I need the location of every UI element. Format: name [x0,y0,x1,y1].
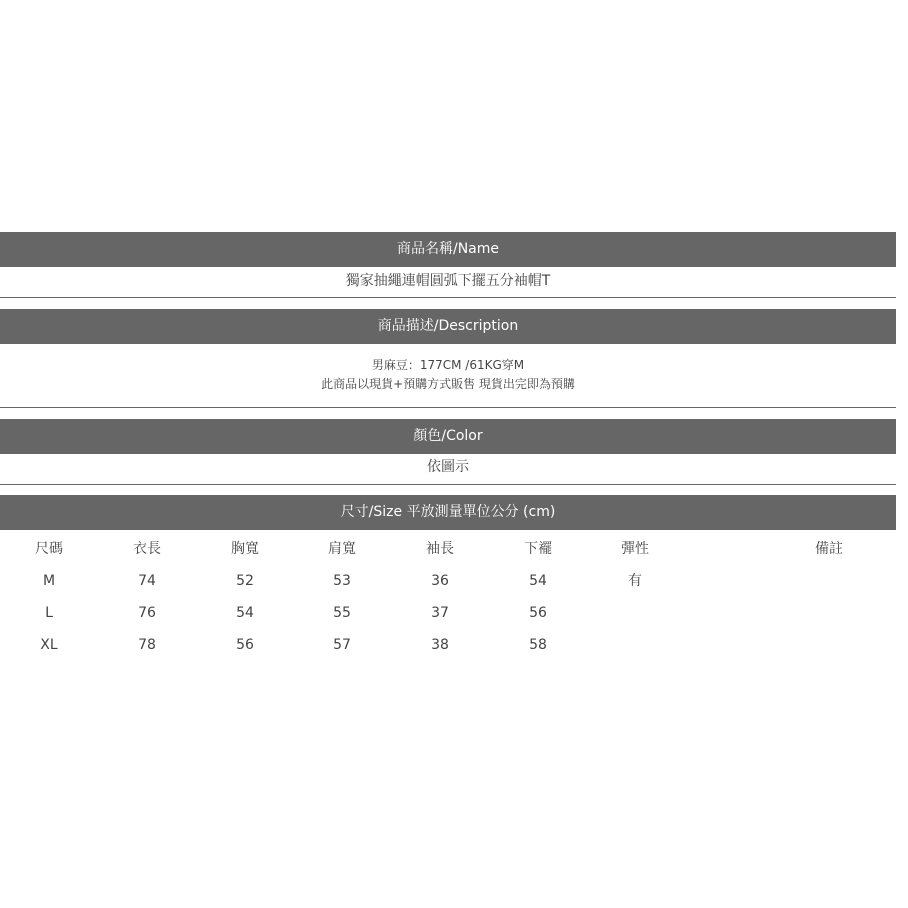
table-cell: 56 [236,637,254,653]
column-header-hem: 下襬 [524,541,552,557]
table-cell: 有 [628,573,642,589]
column-header-chest: 胸寬 [231,541,259,557]
table-cell: M [42,573,56,589]
table-cell: 76 [138,605,156,621]
table-cell: 37 [431,605,449,621]
table-cell: 52 [236,573,254,589]
table-cell: 55 [333,605,351,621]
table-cell: 56 [529,605,547,621]
table-cell: 78 [138,637,156,653]
size-section-header: 尺寸/Size 平放測量單位公分 (cm) [0,495,896,530]
table-cell: 54 [236,605,254,621]
table-cell [789,635,869,655]
name-section-header: 商品名稱/Name [0,232,896,267]
table-cell: L [45,605,53,621]
column-header-elasticity: 彈性 [621,541,649,557]
table-cell [789,603,869,623]
color-section-header: 顏色/Color [0,419,896,454]
column-header-notes: 備註 [815,541,843,557]
table-cell: 54 [529,573,547,589]
table-cell: XL [40,637,58,653]
column-header-shoulder: 肩寬 [328,541,356,557]
color-value: 依圖示 [427,459,469,475]
table-cell: 38 [431,637,449,653]
table-cell: 36 [431,573,449,589]
description-line-2: 此商品以現貨+預購方式販售 現貨出完即為預購 [321,377,575,391]
column-header-size: 尺碼 [35,541,63,557]
column-header-sleeve: 袖長 [426,541,454,557]
description-line-1: 男麻豆：177CM /61KG穿M [371,358,525,372]
table-cell: 58 [529,637,547,653]
table-cell [595,635,675,655]
table-cell: 57 [333,637,351,653]
description-section-header: 商品描述/Description [0,309,896,344]
divider [0,407,896,408]
divider [0,484,896,485]
table-cell [789,571,869,591]
column-header-length: 衣長 [133,541,161,557]
divider [0,297,896,298]
product-name: 獨家抽繩連帽圓弧下擺五分袖帽T [345,273,551,289]
table-cell: 53 [333,573,351,589]
table-cell [595,603,675,623]
table-cell: 74 [138,573,156,589]
